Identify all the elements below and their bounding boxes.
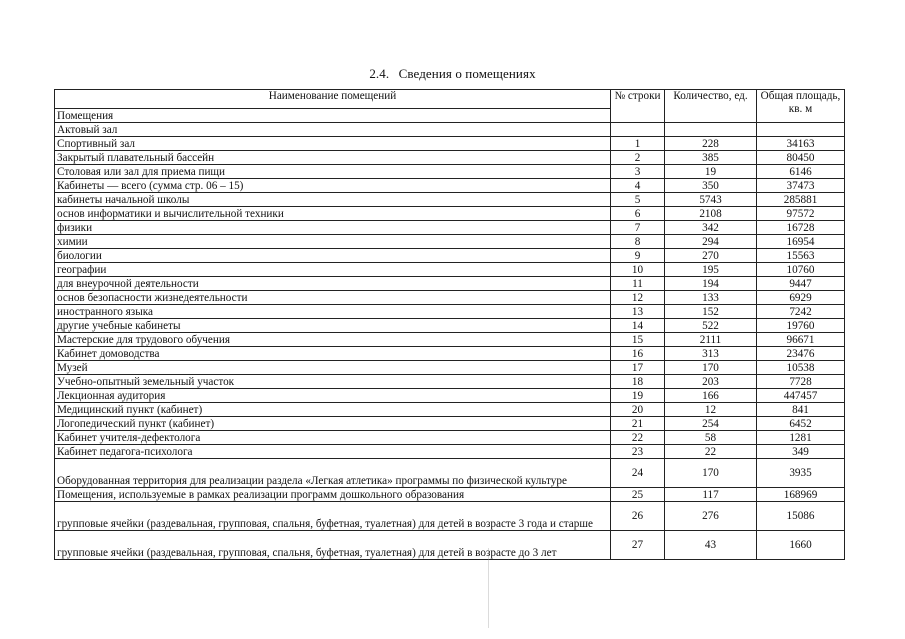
count-cell: 133	[665, 291, 757, 305]
row-number-cell: 9	[611, 249, 665, 263]
area-cell: 37473	[757, 179, 845, 193]
area-cell: 10538	[757, 361, 845, 375]
table-row	[55, 431, 845, 445]
row-number-cell: 26	[611, 502, 665, 531]
count-cell: 254	[665, 417, 757, 431]
room-name-cell: Кабинет домоводства	[55, 347, 611, 361]
count-cell: 2111	[665, 333, 757, 347]
area-cell: 285881	[757, 193, 845, 207]
room-name-cell: групповые ячейки (раздевальная, групповая, спальня, буфетная, туалетная) для детей в возрасте 3 года и старше	[55, 502, 611, 531]
count-cell: 170	[665, 361, 757, 375]
header-area: Общая площадь, кв. м	[757, 90, 845, 123]
area-cell: 841	[757, 403, 845, 417]
row-number-cell: 21	[611, 417, 665, 431]
count-cell: 166	[665, 389, 757, 403]
room-name-cell: Закрытый плавательный бассейн	[55, 151, 611, 165]
count-cell: 12	[665, 403, 757, 417]
count-cell: 117	[665, 488, 757, 502]
room-name-cell: биологии	[55, 249, 611, 263]
row-number-cell: 18	[611, 375, 665, 389]
count-cell: 2108	[665, 207, 757, 221]
row-number-cell: 24	[611, 459, 665, 488]
table-row	[55, 403, 845, 417]
area-cell: 1281	[757, 431, 845, 445]
count-cell: 342	[665, 221, 757, 235]
count-cell: 170	[665, 459, 757, 488]
section-title: Сведения о помещениях	[398, 66, 536, 81]
area-cell: 34163	[757, 137, 845, 151]
room-name-cell: для внеурочной деятельности	[55, 277, 611, 291]
area-cell: 7242	[757, 305, 845, 319]
area-cell: 349	[757, 445, 845, 459]
table-row	[55, 249, 845, 263]
row-number-cell: 6	[611, 207, 665, 221]
room-name-cell: химии	[55, 235, 611, 249]
room-name-cell: Медицинский пункт (кабинет)	[55, 403, 611, 417]
room-name-cell: иностранного языка	[55, 305, 611, 319]
area-cell: 6452	[757, 417, 845, 431]
table-row	[55, 361, 845, 375]
table-row	[55, 193, 845, 207]
table-row	[55, 319, 845, 333]
count-cell: 194	[665, 277, 757, 291]
row-number-cell: 25	[611, 488, 665, 502]
room-name-cell: основ безопасности жизнедеятельности	[55, 291, 611, 305]
table-row	[55, 123, 845, 137]
row-number-cell: 12	[611, 291, 665, 305]
area-cell: 9447	[757, 277, 845, 291]
row-number-cell: 20	[611, 403, 665, 417]
area-cell: 97572	[757, 207, 845, 221]
area-cell: 15086	[757, 502, 845, 531]
room-name-cell: кабинеты начальной школы	[55, 193, 611, 207]
table-row	[55, 389, 845, 403]
room-name-cell: Кабинет педагога-психолога	[55, 445, 611, 459]
table-row	[55, 277, 845, 291]
count-cell: 385	[665, 151, 757, 165]
area-cell: 6146	[757, 165, 845, 179]
section-heading	[0, 66, 905, 82]
count-cell: 195	[665, 263, 757, 277]
row-number-cell: 15	[611, 333, 665, 347]
table-row	[55, 221, 845, 235]
room-name-cell: Лекционная аудитория	[55, 389, 611, 403]
row-number-cell: 1	[611, 137, 665, 151]
row-number-cell: 14	[611, 319, 665, 333]
area-cell: 6929	[757, 291, 845, 305]
area-cell: 19760	[757, 319, 845, 333]
table-row	[55, 179, 845, 193]
row-number-cell: 10	[611, 263, 665, 277]
room-name-cell: основ информатики и вычислительной техники	[55, 207, 611, 221]
row-number-cell: 23	[611, 445, 665, 459]
table-row	[55, 502, 845, 531]
area-cell: 16954	[757, 235, 845, 249]
table-row	[55, 207, 845, 221]
room-name-cell: Актовый зал	[55, 123, 611, 137]
room-name-cell: Помещения, используемые в рамках реализации программ дошкольного образования	[55, 488, 611, 502]
area-cell: 1660	[757, 531, 845, 560]
room-name-cell: географии	[55, 263, 611, 277]
table-row	[55, 235, 845, 249]
room-name-cell: групповые ячейки (раздевальная, групповая, спальня, буфетная, туалетная) для детей в возрасте до 3 лет	[55, 531, 611, 560]
table-row	[55, 531, 845, 560]
room-name-cell: Музей	[55, 361, 611, 375]
room-name-cell: Столовая или зал для приема пищи	[55, 165, 611, 179]
row-number-cell: 7	[611, 221, 665, 235]
row-number-cell: 3	[611, 165, 665, 179]
row-number-cell: 27	[611, 531, 665, 560]
area-cell: 168969	[757, 488, 845, 502]
header-count: Количество, ед.	[665, 90, 757, 123]
count-cell	[665, 123, 757, 137]
row-number-cell: 5	[611, 193, 665, 207]
premises-table	[54, 89, 845, 560]
table-row	[55, 137, 845, 151]
section-number: 2.4.	[369, 66, 390, 81]
row-number-cell: 11	[611, 277, 665, 291]
room-name-cell: Логопедический пункт (кабинет)	[55, 417, 611, 431]
row-number-cell: 8	[611, 235, 665, 249]
area-cell: 7728	[757, 375, 845, 389]
room-name-cell: Спортивный зал	[55, 137, 611, 151]
table-row	[55, 459, 845, 488]
area-cell: 80450	[757, 151, 845, 165]
header-premises: Помещения	[55, 109, 611, 123]
table-row	[55, 333, 845, 347]
count-cell: 313	[665, 347, 757, 361]
row-number-cell: 2	[611, 151, 665, 165]
row-number-cell: 19	[611, 389, 665, 403]
count-cell: 58	[665, 431, 757, 445]
count-cell: 276	[665, 502, 757, 531]
table-row	[55, 151, 845, 165]
count-cell: 270	[665, 249, 757, 263]
scan-artifact-line	[488, 548, 489, 628]
room-name-cell: физики	[55, 221, 611, 235]
table-row	[55, 263, 845, 277]
room-name-cell: Кабинеты — всего (сумма стр. 06 – 15)	[55, 179, 611, 193]
count-cell: 350	[665, 179, 757, 193]
row-number-cell: 13	[611, 305, 665, 319]
row-number-cell	[611, 123, 665, 137]
table-row	[55, 165, 845, 179]
area-cell: 15563	[757, 249, 845, 263]
header-name: Наименование помещений	[55, 90, 611, 109]
header-row-number: № строки	[611, 90, 665, 123]
count-cell: 522	[665, 319, 757, 333]
header-row	[55, 90, 845, 109]
room-name-cell: Кабинет учителя-дефектолога	[55, 431, 611, 445]
row-number-cell: 22	[611, 431, 665, 445]
room-name-cell: другие учебные кабинеты	[55, 319, 611, 333]
row-number-cell: 17	[611, 361, 665, 375]
table-row	[55, 445, 845, 459]
table-row	[55, 291, 845, 305]
table-row	[55, 305, 845, 319]
row-number-cell: 16	[611, 347, 665, 361]
table-row	[55, 375, 845, 389]
count-cell: 294	[665, 235, 757, 249]
area-cell: 16728	[757, 221, 845, 235]
area-cell: 3935	[757, 459, 845, 488]
room-name-cell: Учебно-опытный земельный участок	[55, 375, 611, 389]
area-cell: 23476	[757, 347, 845, 361]
count-cell: 203	[665, 375, 757, 389]
count-cell: 43	[665, 531, 757, 560]
table-row	[55, 347, 845, 361]
count-cell: 228	[665, 137, 757, 151]
count-cell: 5743	[665, 193, 757, 207]
room-name-cell: Мастерские для трудового обучения	[55, 333, 611, 347]
area-cell: 10760	[757, 263, 845, 277]
room-name-cell: Оборудованная территория для реализации раздела «Легкая атлетика» программы по физической культуре	[55, 459, 611, 488]
area-cell	[757, 123, 845, 137]
count-cell: 19	[665, 165, 757, 179]
row-number-cell: 4	[611, 179, 665, 193]
table-row	[55, 488, 845, 502]
table-row	[55, 417, 845, 431]
area-cell: 96671	[757, 333, 845, 347]
count-cell: 22	[665, 445, 757, 459]
area-cell: 447457	[757, 389, 845, 403]
count-cell: 152	[665, 305, 757, 319]
